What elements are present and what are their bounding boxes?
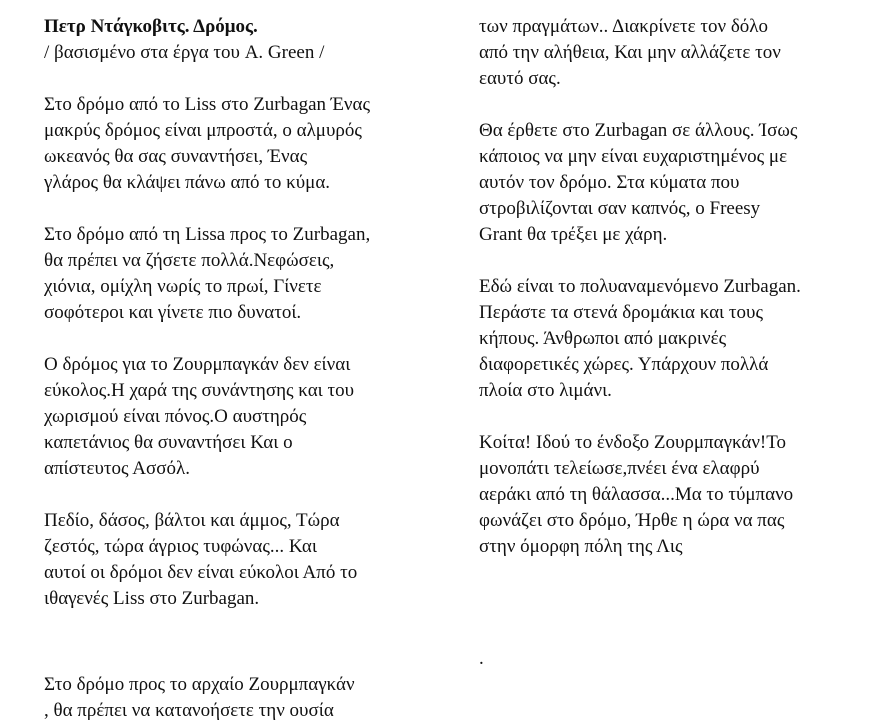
verse-line: στην όμορφη πόλη της Λις — [479, 536, 683, 557]
verse-line: Εδώ είναι το πολυαναμενόμενο Zurbagan. — [479, 276, 801, 297]
left-column — [44, 14, 444, 724]
verse-line: αυτοί οι δρόμοι δεν είναι εύκολοι Από το — [44, 562, 358, 583]
stanza-10 — [479, 646, 879, 672]
verse-line: Grant θα τρέξει με χάρη. — [479, 224, 668, 245]
stanza-4 — [44, 508, 444, 612]
verse-line: γλάρος θα κλάψει πάνω από το κύμα. — [44, 172, 331, 193]
right-column — [479, 14, 879, 672]
verse-line: ωκεανός θα σας συναντήσει, Ένας — [44, 146, 308, 167]
stanza-8 — [479, 274, 879, 404]
verse-line: αεράκι από τη θάλασσα...Μα το τύμπανο — [479, 484, 794, 505]
poem-title: Πετρ Ντάγκοβιτς. Δρόμος. — [44, 16, 258, 37]
verse-line: καπετάνιος θα συναντήσει Και ο — [44, 432, 293, 453]
verse-line: εαυτό σας. — [479, 68, 561, 89]
verse-line: θα πρέπει να ζήσετε πολλά.Νεφώσεις, — [44, 250, 335, 271]
verse-line: Περάστε τα στενά δρομάκια και τους — [479, 302, 763, 323]
stanza-2 — [44, 222, 444, 326]
poem-subtitle: / βασισμένο στα έργα του A. Green / — [44, 42, 325, 63]
stanza-5 — [44, 672, 444, 724]
verse-line: χωρισμού είναι πόνος.Ο αυστηρός — [44, 406, 307, 427]
verse-line: Πεδίο, δάσος, βάλτοι και άμμος, Τώρα — [44, 510, 340, 531]
verse-line: μονοπάτι τελείωσε,πνέει ένα ελαφρύ — [479, 458, 760, 479]
verse-line: χιόνια, ομίχλη νωρίς το πρωί, Γίνετε — [44, 276, 322, 297]
verse-line: , θα πρέπει να κατανοήσετε την ουσία — [44, 700, 334, 721]
stanza-6 — [479, 14, 879, 92]
verse-line: από την αλήθεια, Και μην αλλάζετε τον — [479, 42, 781, 63]
closing-period: . — [479, 648, 484, 669]
verse-line: σοφότεροι και γίνετε πιο δυνατοί. — [44, 302, 302, 323]
verse-line: φωνάζει στο δρόμο, Ήρθε η ώρα να πας — [479, 510, 785, 531]
verse-line: Στο δρόμο προς το αρχαίο Ζουρμπαγκάν — [44, 674, 355, 695]
verse-line: κάποιος να μην είναι ευχαριστημένος με — [479, 146, 788, 167]
verse-line: διαφορετικές χώρες. Υπάρχουν πολλά — [479, 354, 769, 375]
verse-line: ιθαγενές Liss στο Zurbagan. — [44, 588, 260, 609]
verse-line: μακρύς δρόμος είναι μπροστά, ο αλμυρός — [44, 120, 362, 141]
stanza-9 — [479, 430, 879, 560]
verse-line: αυτόν τον δρόμο. Στα κύματα που — [479, 172, 740, 193]
verse-line: Στο δρόμο από το Liss στο Zurbagan Ένας — [44, 94, 371, 115]
verse-line: πλοία στο λιμάνι. — [479, 380, 612, 401]
verse-line: Ο δρόμος για το Ζουρμπαγκάν δεν είναι — [44, 354, 351, 375]
verse-line: ζεστός, τώρα άγριος τυφώνας... Και — [44, 536, 317, 557]
verse-line: Στο δρόμο από τη Lissa προς το Zurbagan, — [44, 224, 371, 245]
stanza-3 — [44, 352, 444, 482]
verse-line: στροβιλίζονται σαν καπνός, ο Freesy — [479, 198, 761, 219]
stanza-7 — [479, 118, 879, 248]
verse-line: εύκολος.Η χαρά της συνάντησης και του — [44, 380, 355, 401]
verse-line: των πραγμάτων.. Διακρίνετε τον δόλο — [479, 16, 769, 37]
verse-line: Θα έρθετε στο Zurbagan σε άλλους. Ίσως — [479, 120, 798, 141]
stanza-1 — [44, 92, 444, 196]
verse-line: απίστευτος Ασσόλ. — [44, 458, 190, 479]
verse-line: Κοίτα! Ιδού το ένδοξο Ζουρμπαγκάν!Το — [479, 432, 787, 453]
verse-line: κήπους. Άνθρωποι από μακρινές — [479, 328, 727, 349]
